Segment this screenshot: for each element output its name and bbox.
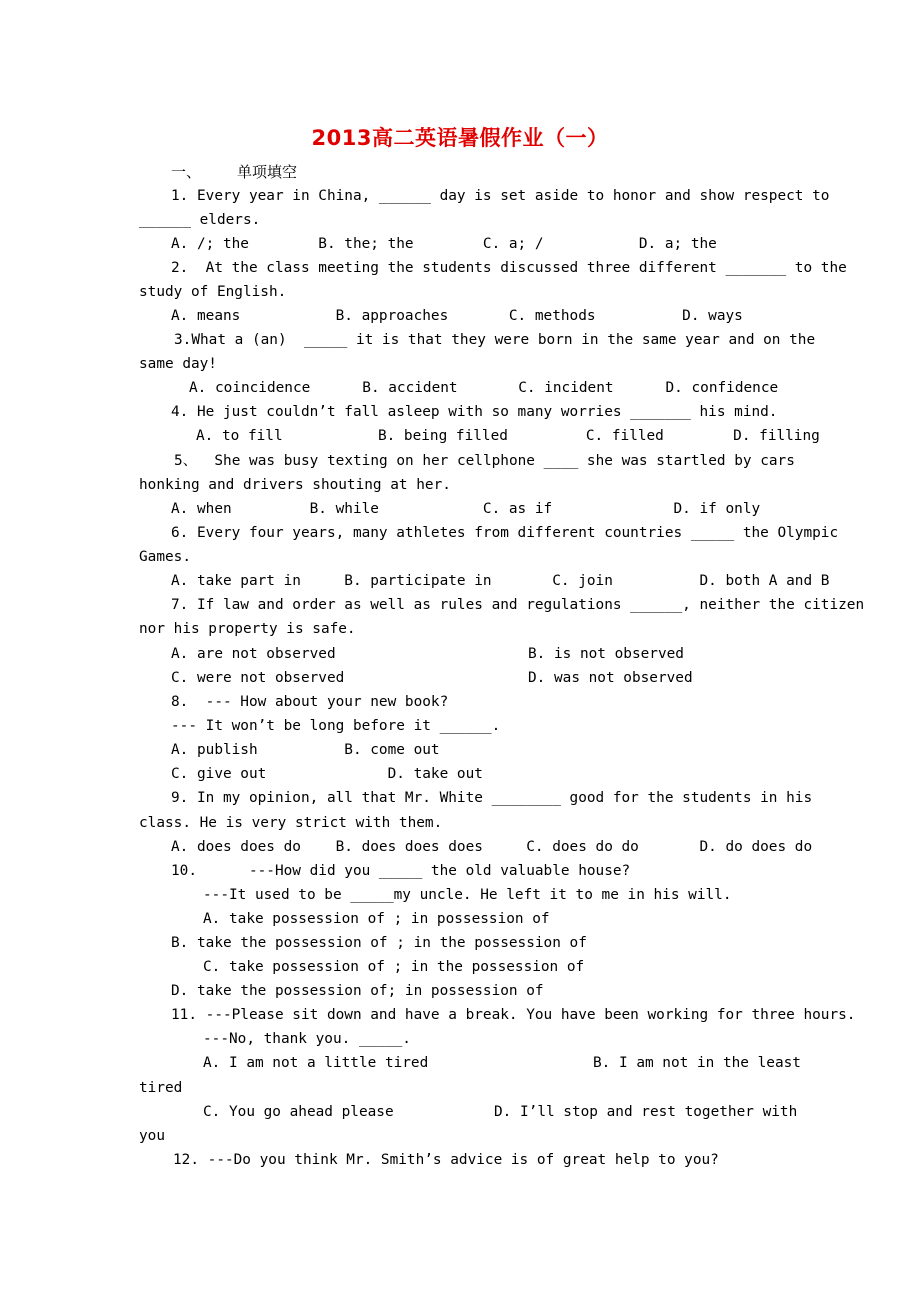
question-11-option-b: B. I am not in the least: [593, 1055, 801, 1071]
question-1-options: A. /; the B. the; the C. a; / D. a; the: [171, 236, 717, 252]
question-8-options-ab: A. publish B. come out: [171, 742, 440, 758]
question-10-option-a: A. take possession of ; in possession of: [203, 911, 550, 927]
question-10-stem-cont: ---It used to be _____my uncle. He left it to me in his will.: [203, 887, 732, 903]
question-7-option-c: C. were not observed: [171, 670, 345, 686]
question-11-option-b-cont: tired: [139, 1080, 183, 1096]
question-7-option-d: D. was not observed: [528, 670, 693, 686]
question-9-stem-cont: class. He is very strict with them.: [139, 815, 443, 831]
question-7-stem-cont: nor his property is safe.: [139, 621, 356, 637]
question-6-options: A. take part in B. participate in C. join D. both A and B: [171, 573, 830, 589]
question-7-option-a: A. are not observed: [171, 646, 336, 662]
question-2-stem-cont: study of English.: [139, 284, 287, 300]
question-8-stem-cont: --- It won’t be long before it ______.: [171, 718, 501, 734]
question-10-stem: 10. ---How did you _____ the old valuable house?: [171, 863, 631, 879]
question-8-stem: 8. --- How about your new book?: [171, 694, 449, 710]
question-7-option-b: B. is not observed: [528, 646, 684, 662]
question-2-options: A. means B. approaches C. methods D. ways: [171, 308, 743, 324]
question-11-option-c: C. You go ahead please: [203, 1104, 394, 1120]
question-8-options-cd: C. give out D. take out: [171, 766, 483, 782]
page-title: 2013高二英语暑假作业（一）: [311, 126, 609, 150]
question-11-stem: 11. ---Please sit down and have a break. You have been working for three hours.: [171, 1007, 856, 1023]
question-9-options: A. does does do B. does does does C. does do do D. do does do: [171, 839, 813, 855]
question-6-stem: 6. Every four years, many athletes from different countries _____ the Olympic: [171, 525, 839, 541]
question-10-option-b: B. take the possession of ; in the possession of: [171, 935, 587, 951]
question-5-stem-cont: honking and drivers shouting at her.: [139, 477, 451, 493]
question-5-stem: 5、 She was busy texting on her cellphone ____ she was startled by cars: [174, 453, 795, 469]
question-10-option-d: D. take the possession of; in possession of: [171, 983, 544, 999]
question-1-stem-cont: ______ elders.: [139, 212, 261, 228]
question-1-stem: 1. Every year in China, ______ day is set aside to honor and show respect to: [171, 188, 830, 204]
question-11-option-a: A. I am not a little tired: [203, 1055, 429, 1071]
question-6-stem-cont: Games.: [139, 549, 191, 565]
section-number: 一、: [171, 163, 202, 181]
question-11-option-d: D. I’ll stop and rest together with: [494, 1104, 798, 1120]
question-3-stem: 3.What a (an) _____ it is that they were born in the same year and on the: [174, 332, 816, 348]
question-4-options: A. to fill B. being filled C. filled D. filling: [196, 428, 820, 444]
question-5-options: A. when B. while C. as if D. if only: [171, 501, 761, 517]
question-11-stem-cont: ---No, thank you. _____.: [203, 1031, 411, 1047]
question-12-stem: 12. ---Do you think Mr. Smith’s advice is of great help to you?: [173, 1152, 719, 1168]
question-10-option-c: C. take possession of ; in the possession of: [203, 959, 585, 975]
section-heading: [171, 161, 297, 182]
question-9-stem: 9. In my opinion, all that Mr. White ________ good for the students in his: [171, 790, 813, 806]
question-11-option-d-cont: you: [139, 1128, 165, 1144]
question-4-stem: 4. He just couldn’t fall asleep with so many worries _______ his mind.: [171, 404, 778, 420]
question-3-options: A. coincidence B. accident C. incident D. confidence: [189, 380, 779, 396]
section-label: 单项填空: [237, 163, 298, 181]
question-3-stem-cont: same day!: [139, 356, 217, 372]
question-7-stem: 7. If law and order as well as rules and regulations ______, neither the citizen: [171, 597, 865, 613]
question-2-stem: 2. At the class meeting the students discussed three different _______ to the: [171, 260, 847, 276]
